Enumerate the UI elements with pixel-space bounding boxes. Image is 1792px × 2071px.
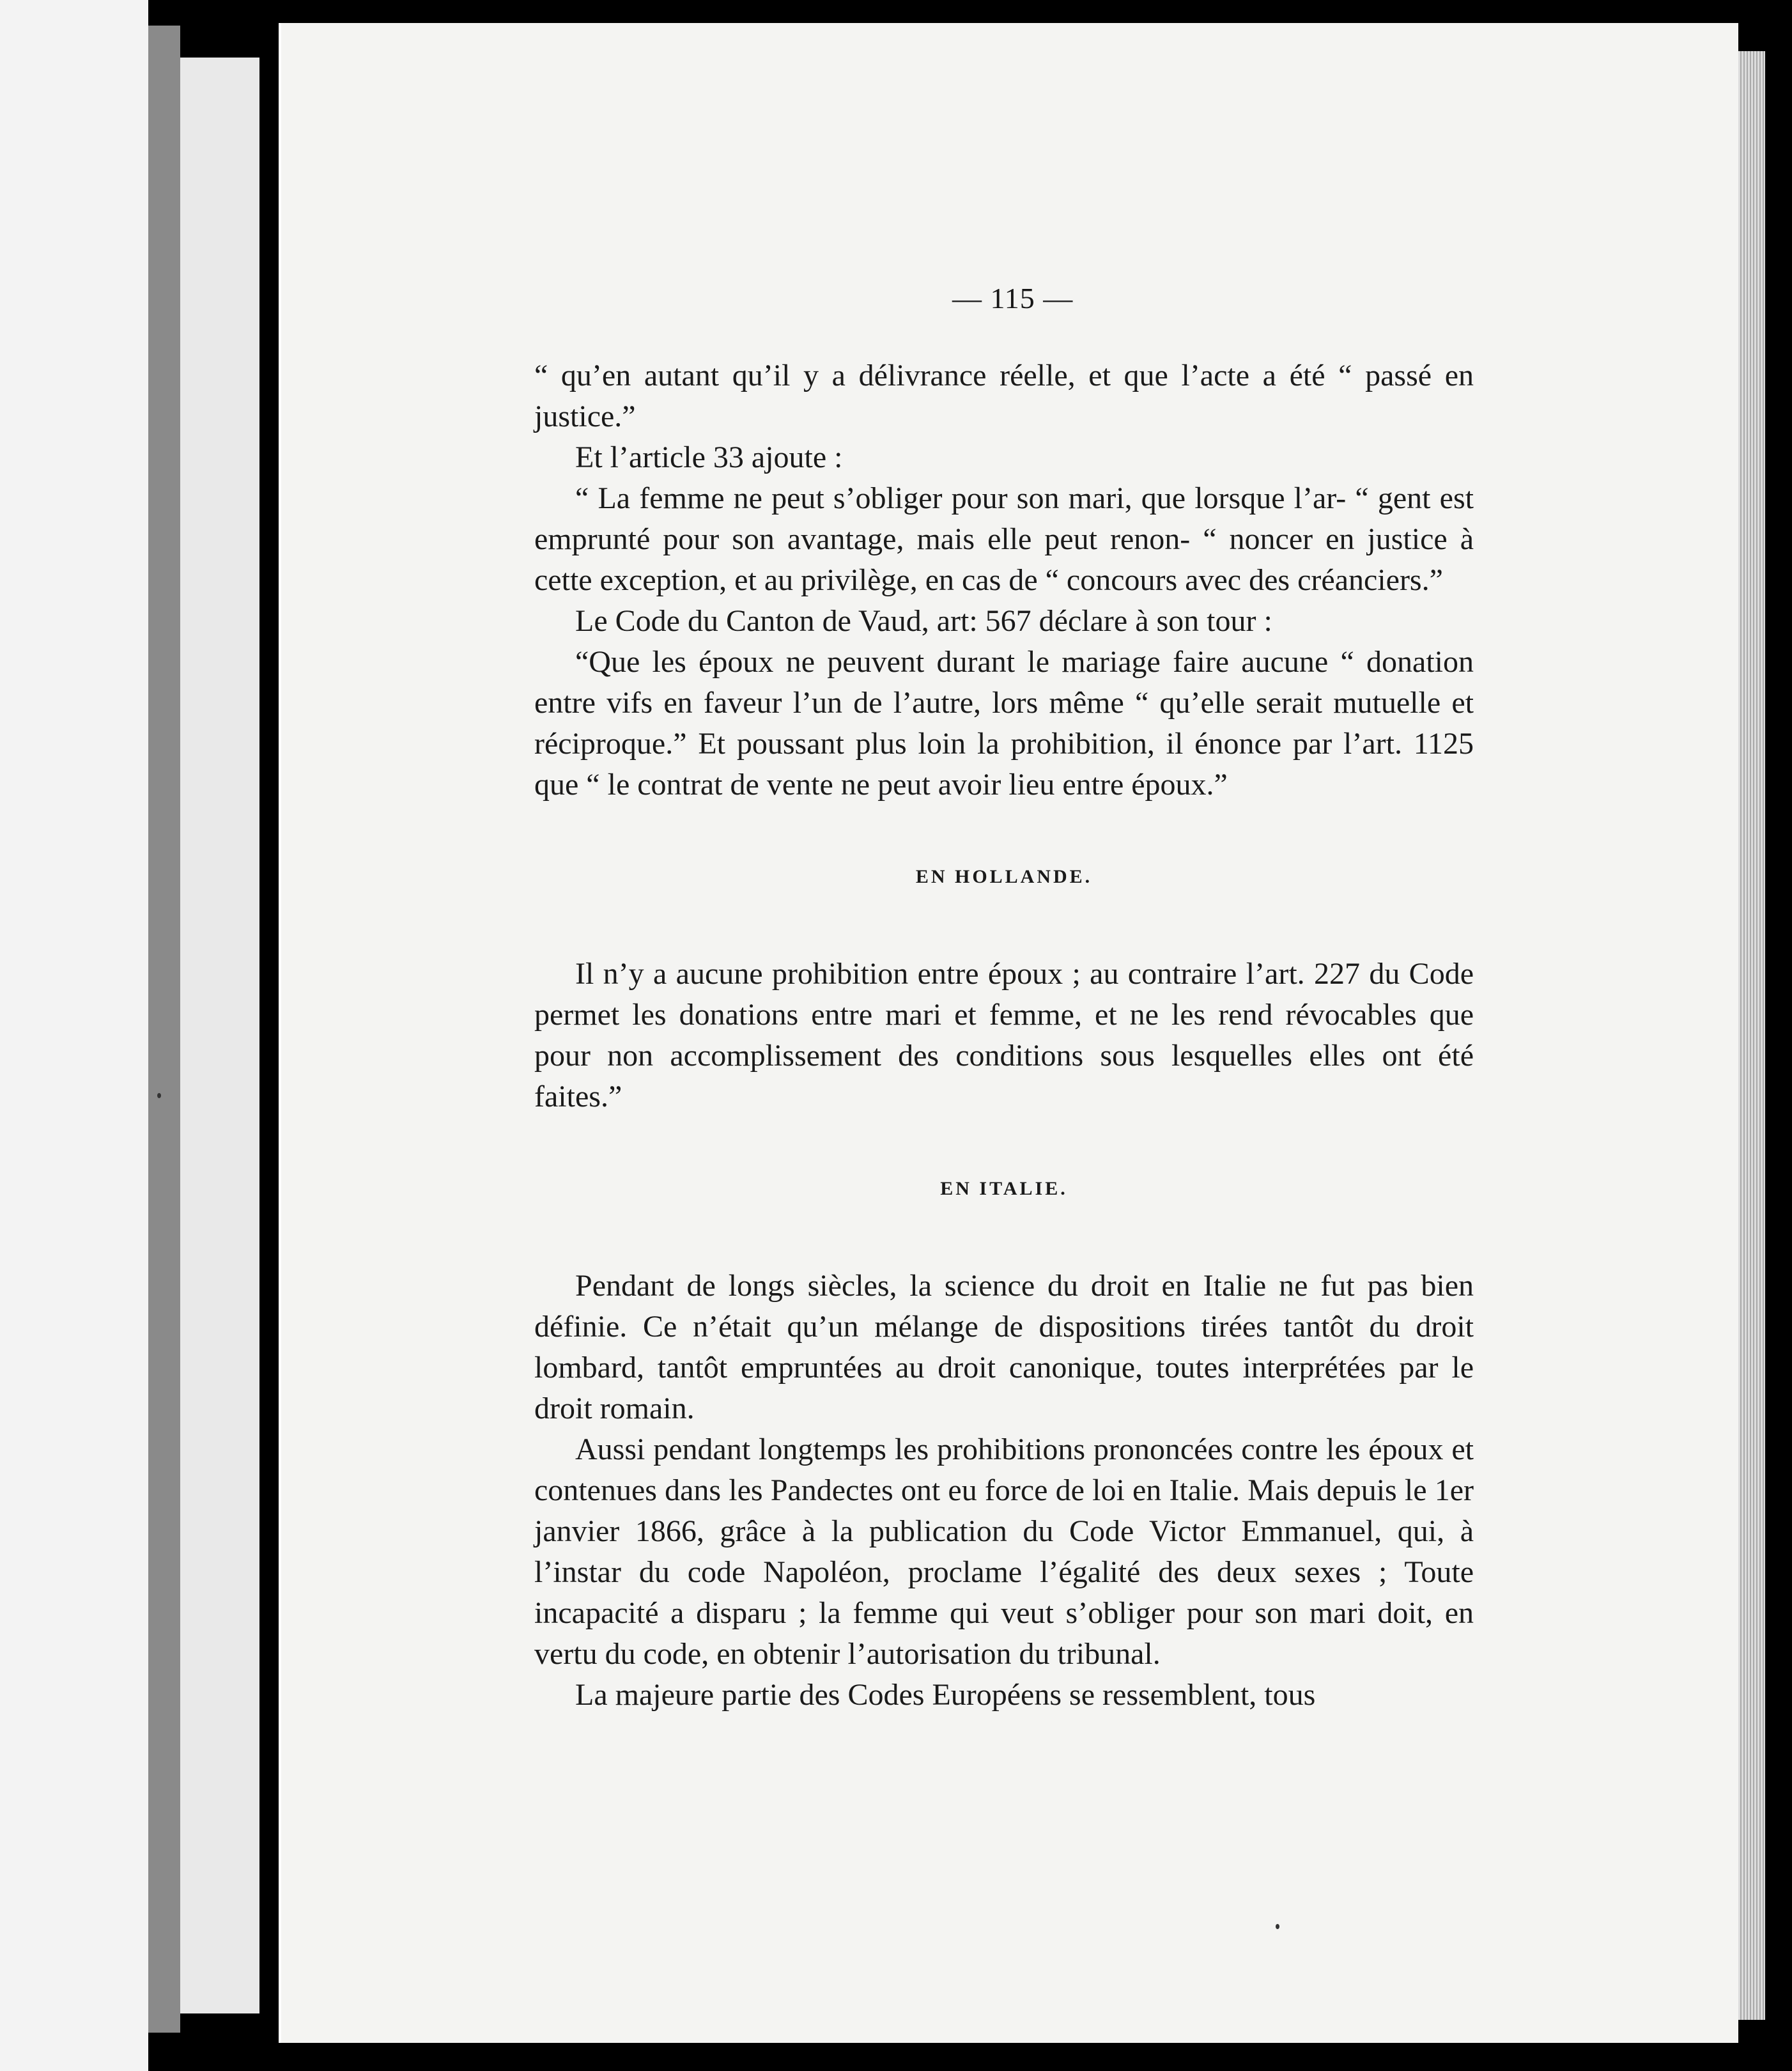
gutter xyxy=(259,0,279,2071)
body-text xyxy=(534,355,1474,1716)
paragraph: Pendant de longs siècles, la science du droit en Italie ne fut pas bien définie. Ce n’était qu’un mélange de dispositions tirées tantôt du droit lombard, tantôt empruntées au droit canonique, toutes interprétées par le droit romain. xyxy=(534,1269,1474,1425)
left-inner-page xyxy=(180,58,261,2013)
paragraph: “ La femme ne peut s’obliger pour son mari, que lorsque l’ar- “ gent est emprunté pour son avantage, mais elle peut renon- “ noncer en justice à cette exception, et au privilège, en cas de “ concours avec des créanciers.” xyxy=(534,481,1474,597)
paragraph: Aussi pendant longtemps les prohibitions prononcées contre les époux et contenues dans les Pandectes ont eu force de loi en Italie. Mais depuis le 1er janvier 1866, grâce à la publication du Code Victor Emmanuel, qui, à l’instar du code Napoléon, proclame l’égalité des deux sexes ; Toute incapacité a disparu ; la femme qui veut s’obliger pour son mari doit, en vertu du code, en obtenir l’autorisation du tribunal. xyxy=(534,1432,1474,1671)
paragraph: Le Code du Canton de Vaud, art: 567 déclare à son tour : xyxy=(575,604,1272,638)
binding-edge xyxy=(148,26,180,2033)
section-heading-italie: EN ITALIE. xyxy=(940,1178,1068,1199)
page-stack-edge xyxy=(1738,51,1765,2020)
ink-speck xyxy=(157,1093,161,1098)
paragraph: “Que les époux ne peuvent durant le mariage faire aucune “ donation entre vifs en faveur l’un de l’autre, lors même “ qu’elle serait mutuelle et réciproque.” Et poussant plus loin la prohibition, il énonce par l’art. 1125 que “ le contrat de vente ne peut avoir lieu entre époux.” xyxy=(534,645,1474,802)
paragraph: Et l’article 33 ajoute : xyxy=(575,440,843,474)
paragraph: Il n’y a aucune prohibition entre époux ; au contraire l’art. 227 du Code permet les donations entre mari et femme, et ne les rend révocables que pour non accomplissement des conditions sous lesquelles elles ont été faites.” xyxy=(534,957,1474,1113)
paragraph: “ qu’en autant qu’il y a délivrance réelle, et que l’acte a été “ passé en justice.” xyxy=(534,359,1474,433)
section-heading-hollande: EN HOLLANDE. xyxy=(915,866,1093,887)
page-number: — 115 — xyxy=(952,282,1074,314)
paragraph: La majeure partie des Codes Européens se ressemblent, tous xyxy=(575,1678,1316,1712)
ink-speck xyxy=(1276,1924,1279,1929)
left-page xyxy=(0,0,148,2071)
